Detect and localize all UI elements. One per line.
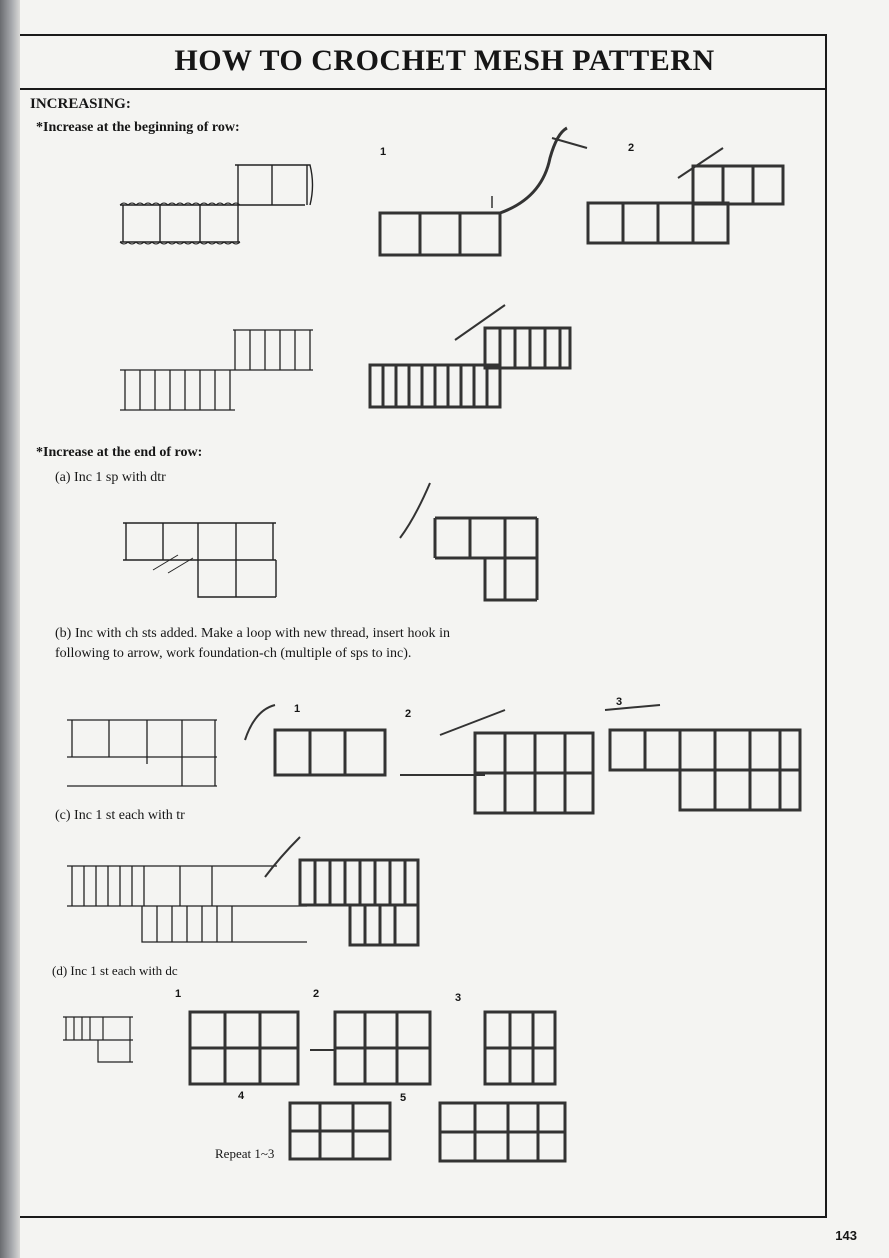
step-number: 2 bbox=[405, 708, 412, 720]
illustration-option-d-2 bbox=[305, 1000, 435, 1090]
illustration-option-c bbox=[255, 832, 425, 952]
chart-beginning-2 bbox=[115, 325, 320, 415]
illustration-option-b-1 bbox=[240, 700, 390, 790]
step-number: 3 bbox=[616, 696, 623, 708]
chart-option-b bbox=[62, 712, 227, 790]
illustration-option-b-2 bbox=[395, 705, 600, 820]
illustration-option-a bbox=[385, 478, 545, 608]
step-number: 1 bbox=[294, 703, 301, 715]
page-title: HOW TO CROCHET MESH PATTERN bbox=[174, 44, 715, 77]
step-number: 4 bbox=[238, 1090, 245, 1102]
option-c-label: (c) Inc 1 st each with tr bbox=[55, 808, 185, 823]
increasing-heading: INCREASING: bbox=[30, 96, 131, 112]
step-number: 1 bbox=[380, 146, 387, 158]
option-b-text: (b) Inc with ch sts added. Make a loop with new thread, insert hook in following to arrow, work foundation-ch (multiple of sps to inc). bbox=[55, 626, 450, 661]
end-of-row-label: *Increase at the end of row: bbox=[36, 445, 203, 460]
book-spine-shadow bbox=[0, 0, 20, 1258]
repeat-label: Repeat 1~3 bbox=[215, 1146, 275, 1161]
page-number: 143 bbox=[835, 1228, 857, 1243]
illustration-option-d-1 bbox=[165, 1000, 305, 1090]
chart-option-a bbox=[118, 515, 283, 605]
option-a-label: (a) Inc 1 sp with dtr bbox=[55, 470, 166, 485]
illustration-option-d-4 bbox=[265, 1085, 395, 1165]
beginning-of-row-label: *Increase at the beginning of row: bbox=[36, 120, 240, 135]
step-number: 2 bbox=[313, 988, 320, 1000]
step-number: 5 bbox=[400, 1092, 407, 1104]
illustration-step-2-top bbox=[583, 138, 793, 258]
illustration-beginning-dense bbox=[365, 300, 580, 415]
option-d-label: (d) Inc 1 st each with dc bbox=[52, 963, 178, 978]
illustration-step-1-top bbox=[372, 118, 602, 268]
illustration-option-b-3 bbox=[600, 700, 805, 820]
chart-option-d bbox=[58, 1012, 138, 1068]
step-number: 2 bbox=[628, 142, 635, 154]
illustration-option-d-5 bbox=[420, 1088, 570, 1168]
chart-beginning-1 bbox=[115, 160, 320, 250]
chart-option-c bbox=[62, 858, 267, 948]
step-number: 1 bbox=[175, 988, 182, 1000]
step-number: 3 bbox=[455, 992, 462, 1004]
illustration-option-d-3 bbox=[455, 1000, 560, 1090]
